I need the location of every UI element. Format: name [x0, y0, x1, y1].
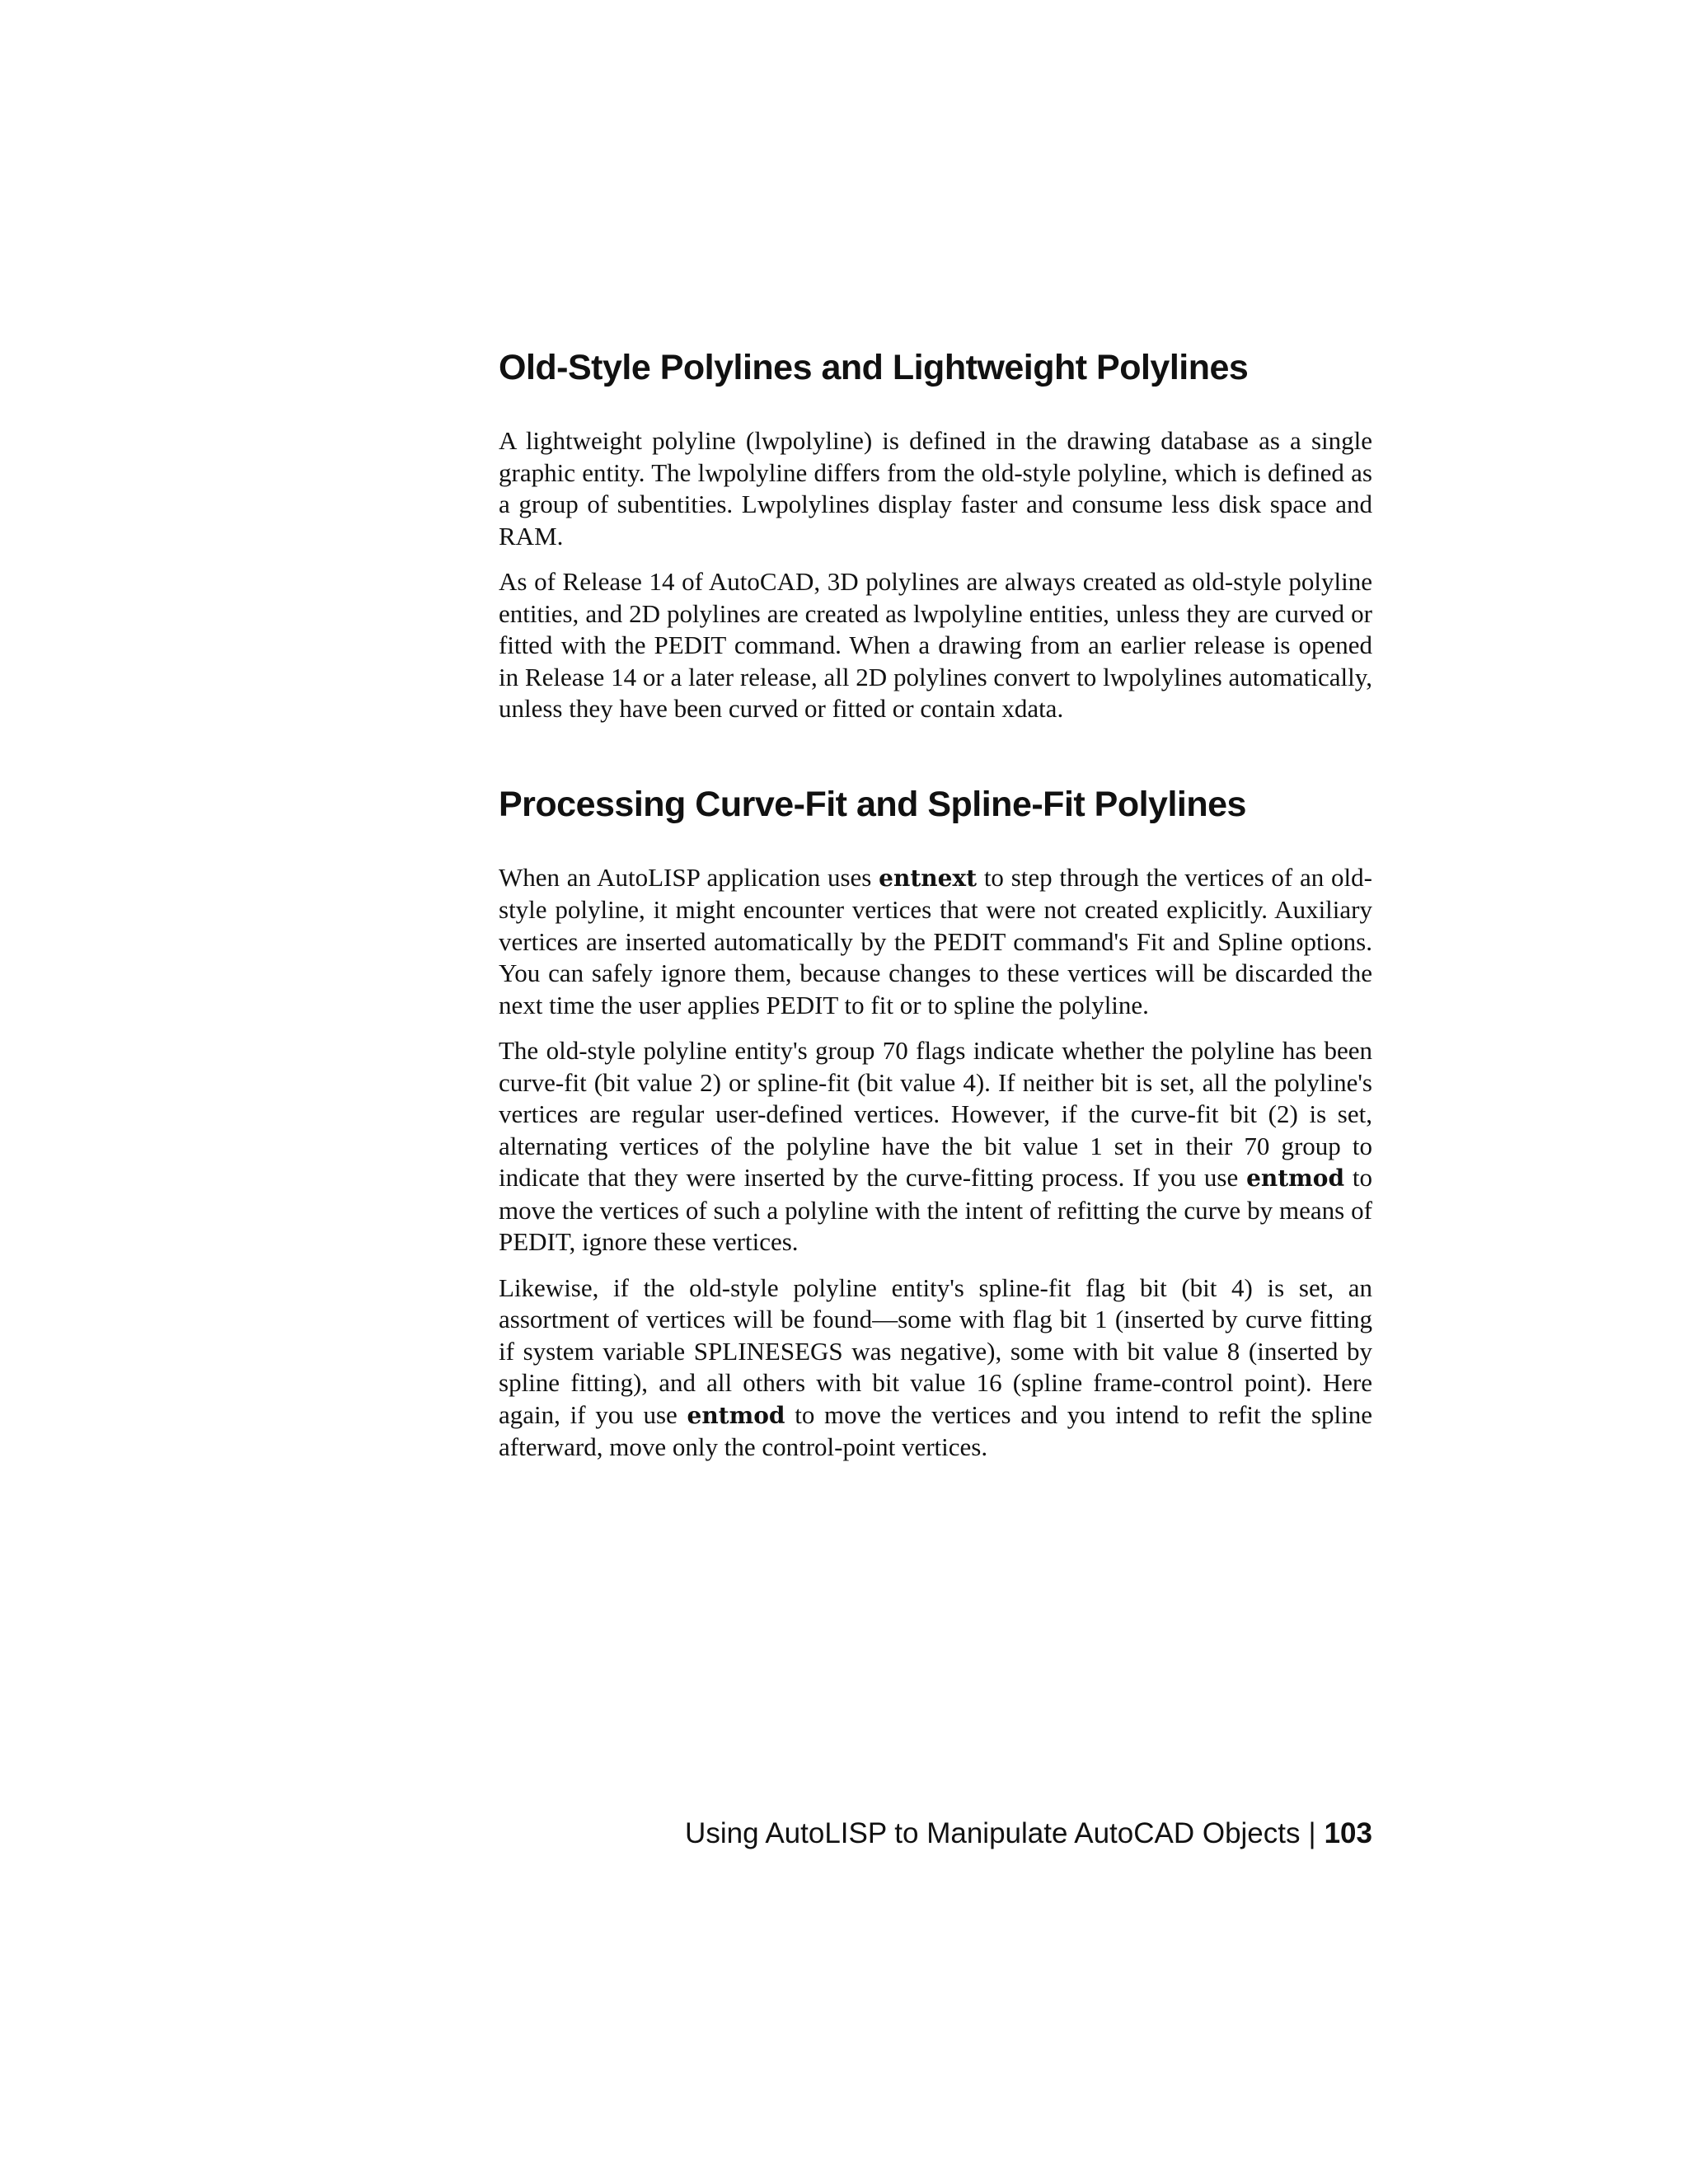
text-run: The old-style polyline entity's group 70 flags indicate whether the polyline has been curve-fit (bit value 2) or spline-fit (bit value 4). If neither bit is set, all the polyline's vertices are regular user-defined vertices. However, if the curve-fit bit (2) is set, alternating vertices of the polyline have the bit value 1 set in their 70 group to indicate that they were inserted by the curve-fitting process. If you use	[499, 1036, 1372, 1192]
function-name-entmod: entmod	[687, 1401, 785, 1429]
text-run: When an AutoLISP application uses	[499, 862, 879, 892]
page-number: 103	[1324, 1817, 1372, 1849]
text-run: to move the vertices and you intend to refit the spline afterward, move only the control-point vertices.	[499, 1399, 1372, 1461]
body-paragraph: A lightweight polyline (lwpolyline) is defined in the drawing database as a single graphic entity. The lwpolyline differs from the old-style polyline, which is defined as a group of subentities. Lwpolylines display faster and consume less disk space and RAM.	[499, 426, 1372, 551]
section-old-style-polylines	[499, 344, 1372, 725]
body-paragraph	[499, 862, 1372, 1022]
function-name-entmod: entmod	[1246, 1165, 1345, 1192]
body-paragraph	[499, 1272, 1372, 1464]
text-run: to move the vertices of such a polyline with the intent of refitting the curve by means of PEDIT, ignore these vertices.	[499, 1163, 1372, 1256]
section-curve-spline-fit	[499, 781, 1372, 1464]
function-name-entnext: entnext	[879, 864, 978, 892]
footer-separator: |	[1308, 1817, 1316, 1849]
section-heading: Processing Curve-Fit and Spline-Fit Polylines	[499, 784, 1246, 824]
footer-title: Using AutoLISP to Manipulate AutoCAD Objects	[685, 1817, 1301, 1849]
body-paragraph	[499, 1035, 1372, 1258]
body-paragraph: As of Release 14 of AutoCAD, 3D polylines are always created as old-style polyline entities, and 2D polylines are created as lwpolyline entities, unless they are curved or fitted with the PEDIT command. When a drawing from an earlier release is opened in Release 14 or a later release, all 2D polylines convert to lwpolylines automatically, unless they have been curved or fitted or contain xdata.	[499, 567, 1372, 723]
section-heading: Old-Style Polylines and Lightweight Polylines	[499, 348, 1249, 387]
page-footer	[685, 1817, 1372, 1850]
text-run: Likewise, if the old-style polyline entity's spline-fit flag bit (bit 4) is set, an assortment of vertices will be found—some with flag bit 1 (inserted by curve fitting if system variable SPLINESEGS was negative), some with bit value 8 (inserted by spline fitting), and all others with bit value 16 (spline frame-control point). Here again, if you use	[499, 1272, 1372, 1429]
text-run: to step through the vertices of an old-style polyline, it might encounter vertices that were not created explicitly. Auxiliary vertices are inserted automatically by the PEDIT command's Fit and Spline options. You can safely ignore them, because changes to these vertices will be discarded the next time the user applies PEDIT to fit or to spline the polyline.	[499, 862, 1372, 1019]
page-content	[499, 344, 1372, 1464]
